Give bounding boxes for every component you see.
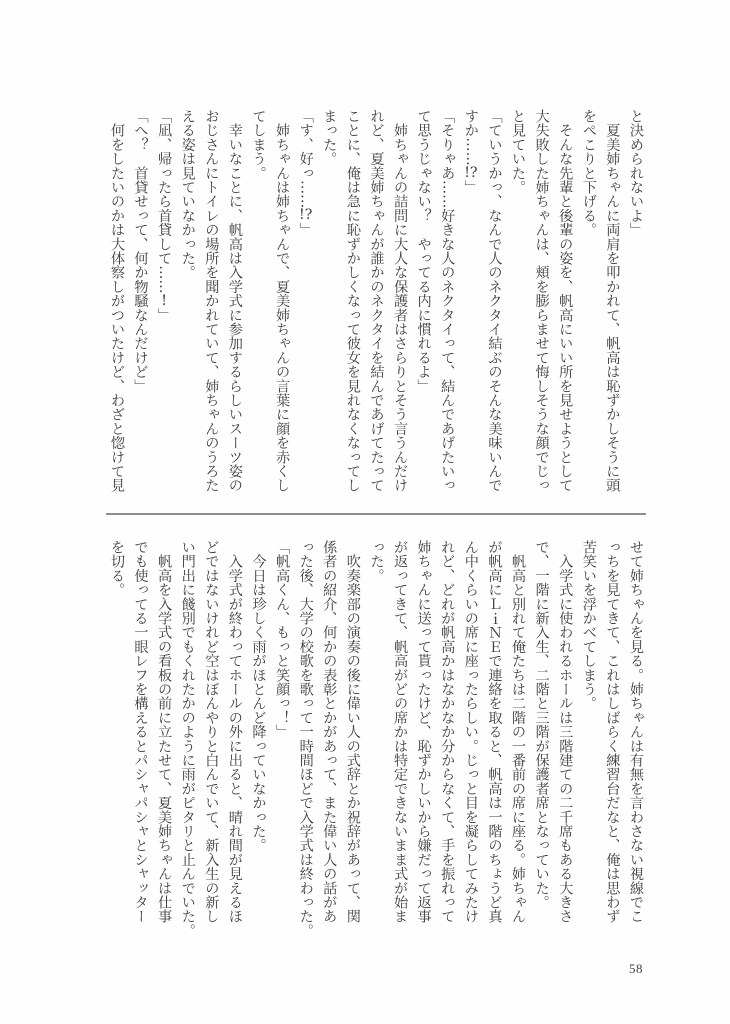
text-column: 幸いなことに、帆高は入学式に参加するらしいスーツ姿の [226, 109, 243, 493]
text-column: 「へ？ 首貸せって、何か物騒なんだけど」 [132, 109, 149, 393]
text-column: を切る。 [108, 540, 125, 597]
text-column: 何をしたいのかは大体察しがついたけど、わざと惚けて見 [108, 109, 125, 493]
text-column: て思うじゃない？ やってる内に慣れるよ」 [415, 109, 432, 393]
text-column: 「凪、帰ったら首貸して……!」 [156, 109, 173, 322]
text-column: 入学式が終わってホールの外に出ると、晴れ間が見えるほ [226, 540, 243, 924]
text-column: てしまう。 [250, 109, 267, 180]
page-number: 58 [629, 961, 643, 976]
text-column: い門出に餞別でもくれたかのように雨がピタリと止んでいた。 [179, 540, 196, 938]
text-column: 帆高と別れて俺たちは二階の一番前の席に座る。姉ちゃん [510, 540, 527, 924]
section-divider [106, 513, 646, 515]
text-column: れど、夏美姉ちゃんが誰かのネクタイを結んであげてたって [368, 109, 385, 493]
text-column: 帆高を入学式の看板の前に立たせて、夏美姉ちゃんは仕事 [156, 540, 173, 924]
text-column: 姉ちゃんの詰問に大人な保護者はさらりとそう言うんだけ [392, 109, 409, 493]
text-column: と見ていた。 [510, 109, 527, 195]
text-column: をぺこりと下げる。 [580, 109, 597, 237]
text-column: が返ってきて、帆高がどの席かは特定できないまま式が始ま [392, 540, 409, 924]
text-column: おじさんにトイレの場所を聞かれていて、姉ちゃんのうろた [203, 109, 220, 493]
text-column: 「す、好っ……!?」 [297, 109, 314, 237]
text-column: が帆高にＬｉＮＥで連絡を取ると、帆高は一階のちょうど真 [486, 540, 503, 924]
text-column: った後、大学の校歌を歌って一時間ほどで入学式は終わった。 [297, 540, 314, 938]
text-column: でも使ってる一眼レフを構えるとパシャパシャとシャッター [132, 540, 149, 924]
text-column: った。 [368, 540, 385, 583]
text-column: れど、どれが帆高かはなかなか分からなくて、手を振れって [439, 540, 456, 924]
text-column: 今日は珍しく雨がほとんど降っていなかった。 [250, 540, 267, 853]
text-column: すか……!?」 [462, 109, 479, 195]
text-column: える姿は見ていなかった。 [179, 109, 196, 280]
text-column: せて姉ちゃんを見る。姉ちゃんは有無を言わさない視線でこ [628, 540, 644, 924]
text-column: 姉ちゃんは姉ちゃんで、夏美姉ちゃんの言葉に顔を赤くし [274, 109, 291, 493]
text-column: そんな先輩と後輩の姿を、帆高にいい所を見せようとして [557, 109, 574, 493]
text-column: で、一階に新入生、二階と三階が保護者席となっていた。 [533, 540, 550, 910]
bottom-text-block [104, 540, 647, 938]
text-column: 夏美姉ちゃんに両肩を叩かれて、帆高は恥ずかしそうに頭 [604, 109, 621, 493]
text-column: 「帆高くん、もっと笑顔っ！」 [274, 540, 291, 739]
text-column: 係者の紹介、何かの表彰とかがあって、また偉い人の話があ [321, 540, 338, 924]
text-column: ん中くらいの席に座ったらしい。じっと目を凝らしてみたけ [462, 540, 479, 924]
text-column: と決められないよ」 [628, 109, 644, 237]
text-column: っちを見てきて、これはしばらく練習台だなと、俺は思わず [604, 540, 621, 924]
text-column: 苦笑いを浮かべてしまう。 [580, 540, 597, 711]
text-column: ことに、俺は急に恥ずかしくなって彼女を見れなくなってし [344, 109, 361, 493]
text-column: まった。 [321, 109, 338, 166]
text-column: 大失敗した姉ちゃんは、頬を膨らませて悔しそうな顔でじっ [533, 109, 550, 493]
text-column: 吹奏楽部の演奏の後に偉い人の式辞とか祝辞があって、関 [344, 540, 361, 924]
text-column: 入学式に使われるホールは三階建ての二千席もある大きさ [557, 540, 574, 924]
top-text-block [104, 109, 647, 493]
text-column: 「ていうかっ、なんで人のネクタイ結ぶのそんな美味いんで [486, 109, 503, 493]
text-column: 姉ちゃんに送って貰ったけど、恥ずかしいから嫌だって返事 [415, 540, 432, 924]
text-column: どではないけれど空はぼんやりと白んでいて、新入生の新し [203, 540, 220, 924]
text-column: 「そりゃあ……好きな人のネクタイって、結んであげたいっ [439, 109, 456, 493]
